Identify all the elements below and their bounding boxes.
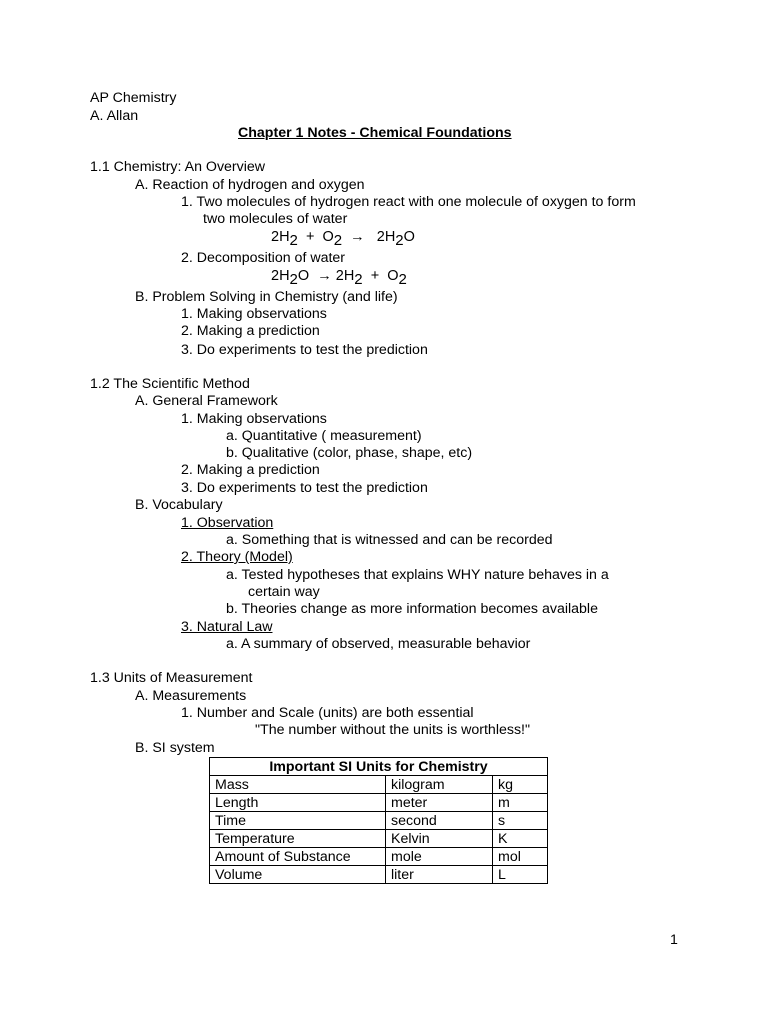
- table-row: [210, 776, 548, 794]
- outline-item: b. Qualitative (color, phase, shape, etc): [226, 445, 473, 461]
- vocab-term: 3. Natural Law: [181, 619, 273, 635]
- table-row: [210, 794, 548, 812]
- outline-item: A. Measurements: [135, 688, 247, 704]
- symbol-cell: s: [493, 812, 548, 830]
- outline-item: 3. Do experiments to test the prediction: [181, 480, 428, 496]
- outline-item: a. A summary of observed, measurable behavior: [226, 636, 531, 652]
- unit-cell: liter: [386, 866, 493, 884]
- table-row: [210, 866, 548, 884]
- page-title: Chapter 1 Notes - Chemical Foundations: [238, 125, 512, 141]
- section-heading: 1.3 Units of Measurement: [90, 670, 253, 686]
- quantity-cell: Mass: [210, 776, 386, 794]
- symbol-cell: m: [493, 794, 548, 812]
- outline-item: a. Something that is witnessed and can be recorded: [226, 532, 553, 548]
- unit-cell: kilogram: [386, 776, 493, 794]
- outline-item: 1. Two molecules of hydrogen react with one molecule of oxygen to form: [181, 194, 636, 210]
- section-heading: 1.2 The Scientific Method: [90, 376, 250, 392]
- quantity-cell: Temperature: [210, 830, 386, 848]
- outline-item: 1. Number and Scale (units) are both essential: [181, 705, 474, 721]
- course-line: AP Chemistry: [90, 90, 177, 106]
- outline-item: 1. Making observations: [181, 306, 327, 322]
- equation-formation: $2H_2 + O_2 \to 2H_2O$: [271, 229, 415, 249]
- symbol-cell: mol: [493, 848, 548, 866]
- table-row: [210, 848, 548, 866]
- table-title: Important SI Units for Chemistry: [210, 758, 548, 776]
- symbol-cell: L: [493, 866, 548, 884]
- unit-cell: meter: [386, 794, 493, 812]
- symbol-cell: kg: [493, 776, 548, 794]
- outline-item: B. Problem Solving in Chemistry (and life): [135, 289, 398, 305]
- page-number: 1: [670, 932, 678, 948]
- outline-item: A. Reaction of hydrogen and oxygen: [135, 177, 365, 193]
- table-header-row: [210, 758, 548, 776]
- quantity-cell: Length: [210, 794, 386, 812]
- outline-item: two molecules of water: [203, 211, 348, 227]
- unit-cell: Kelvin: [386, 830, 493, 848]
- quantity-cell: Time: [210, 812, 386, 830]
- outline-item: a. Tested hypotheses that explains WHY nature behaves in a: [226, 567, 609, 583]
- outline-item: 3. Do experiments to test the prediction: [181, 342, 428, 358]
- table-row: [210, 812, 548, 830]
- outline-item: 1. Making observations: [181, 411, 327, 427]
- outline-item: 2. Decomposition of water: [181, 250, 346, 266]
- symbol-cell: K: [493, 830, 548, 848]
- vocab-term: 2. Theory (Model): [181, 549, 293, 565]
- quantity-cell: Amount of Substance: [210, 848, 386, 866]
- vocab-term: 1. Observation: [181, 515, 274, 531]
- si-units-table: [209, 757, 548, 884]
- teacher-line: A. Allan: [90, 108, 139, 124]
- outline-item: 2. Making a prediction: [181, 462, 320, 478]
- outline-item: a. Quantitative ( measurement): [226, 428, 422, 444]
- outline-item: 2. Making a prediction: [181, 323, 320, 339]
- unit-cell: second: [386, 812, 493, 830]
- unit-cell: mole: [386, 848, 493, 866]
- outline-item: certain way: [248, 584, 320, 600]
- quote: "The number without the units is worthless!": [255, 722, 531, 738]
- quantity-cell: Volume: [210, 866, 386, 884]
- outline-item: A. General Framework: [135, 393, 278, 409]
- outline-item: B. SI system: [135, 740, 215, 756]
- outline-item: B. Vocabulary: [135, 497, 223, 513]
- equation-decomposition: $2H_2O \to 2H_2 + O_2$: [271, 268, 407, 288]
- outline-item: b. Theories change as more information becomes available: [226, 601, 598, 617]
- section-heading: 1.1 Chemistry: An Overview: [90, 159, 266, 175]
- table-row: [210, 830, 548, 848]
